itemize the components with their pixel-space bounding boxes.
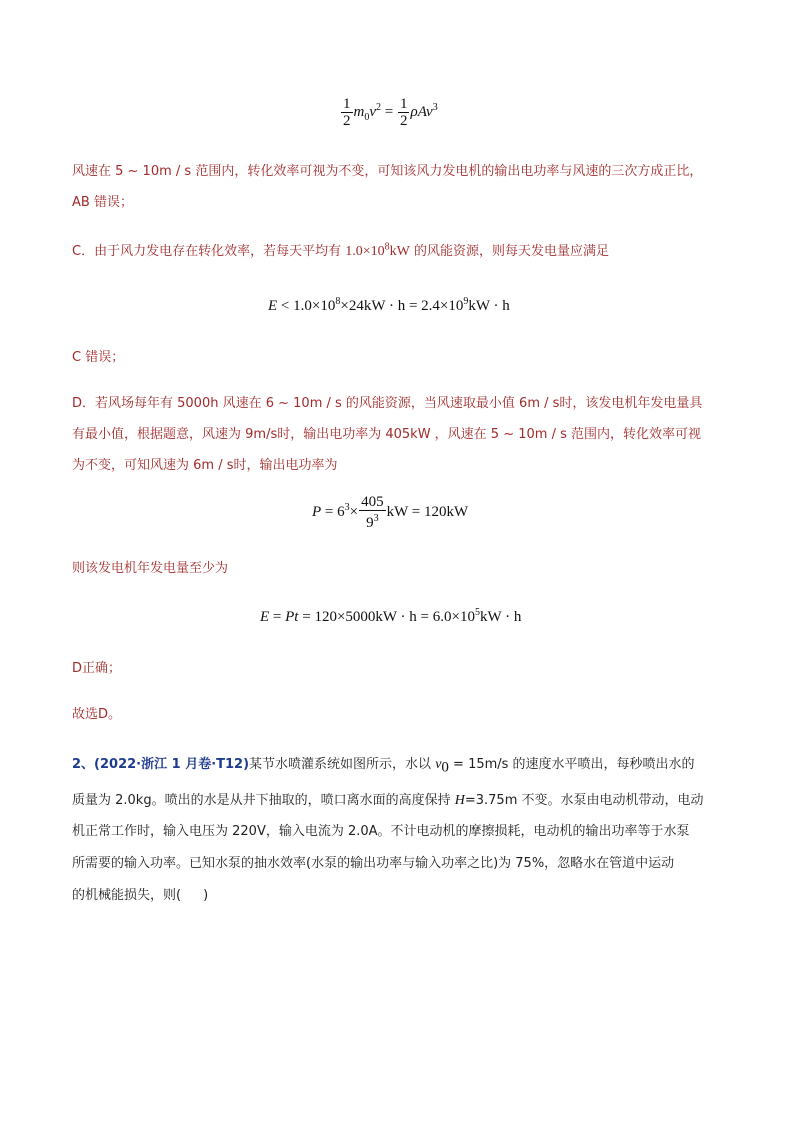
paraD-line2: 有最小值，根据题意，风速为 9m/s时，输出电功率为 405kW ，风速在 5 ~ 10m / s 范围内，转化效率可视 [72, 427, 701, 442]
eq2-b: ×24kW · h = 2.4×10 [340, 298, 464, 314]
exp-3: 3 [432, 101, 438, 113]
q2-line5-a: 的机械能损失，则( [72, 888, 182, 903]
var-rho: ρ [410, 103, 418, 120]
eq3-six-exp: 3 [344, 501, 350, 513]
var-A: A [417, 103, 427, 120]
frac-den-2: 2 [399, 113, 408, 129]
equals-sign: = [384, 103, 394, 120]
para1-line2: AB 错误； [72, 195, 133, 210]
q2-var-H: H [454, 793, 465, 808]
eq3-den: 9 [366, 515, 374, 531]
q2-line1-a: 某节水喷灌系统如图所示，水以 [249, 757, 436, 772]
eq3-times: × [349, 503, 359, 520]
eq4-unit: kW · h [479, 609, 522, 625]
eq3-den-exp: 3 [373, 513, 379, 524]
eq3-rest: kW = 120kW [386, 503, 469, 520]
eq2-a: 1.0×10 [293, 298, 336, 314]
d-correct: D正确； [72, 661, 122, 676]
sub-0: 0 [364, 111, 370, 123]
frac-num-2: 1 [399, 96, 408, 112]
q2-sub-0: 0 [441, 759, 449, 776]
eq2-unit: kW · h [468, 298, 510, 314]
q2-line1-b: = 15m/s 的速度水平喷出，每秒喷出水的 [448, 757, 695, 772]
q2-line2-a: 质量为 2.0kg。喷出的水是从井下抽取的，喷口离水面的高度保持 [72, 793, 455, 808]
q2-line4: 所需要的输入功率。已知水泵的抽水效率(水泵的输出功率与输入功率之比)为 75%，忽略水在管道中运动 [72, 856, 675, 871]
eq2-a-exp: 8 [335, 296, 341, 307]
paraC-val: 1.0×10 [345, 244, 385, 259]
eq4-exp: 5 [474, 607, 480, 618]
less-than: < [280, 298, 290, 314]
q2-line3: 机正常工作时，输入电压为 220V，输入电流为 2.0A。不计电动机的摩擦损耗，电动机的输出功率等于水泵 [72, 824, 690, 839]
eq4-mid: = 120×5000kW · h = 6.0×10 [298, 609, 475, 625]
energy-intro: 则该发电机年发电量至少为 [72, 561, 229, 576]
paraC-post: 的风能资源，则每天发电量应满足 [409, 244, 609, 259]
eq4-eq: = [272, 609, 286, 625]
var-v-2: v [426, 103, 433, 120]
eq3-frac-den [359, 511, 386, 531]
eq2-b-exp: 9 [463, 296, 469, 307]
answer: 故选D。 [72, 707, 122, 722]
var-m: m [353, 103, 365, 120]
exp-2: 2 [376, 101, 382, 113]
var-E: E [268, 298, 278, 314]
q2-var-v: v [435, 757, 442, 772]
paraC-value [345, 241, 410, 259]
paraD-line3: 为不变，可知风速为 6m / s时，输出电功率为 [72, 458, 338, 473]
frac-den: 2 [343, 113, 351, 129]
frac-num: 1 [343, 96, 351, 112]
paraC-unit: kW [389, 244, 410, 259]
eq4-E: E [260, 609, 270, 625]
paraC [72, 240, 609, 260]
paraD-line1: D．若风场每年有 5000h 风速在 6 ~ 10m / s 的风能资源，当风速取最小值 6m / s时，该发电机年发电量具 [72, 396, 703, 411]
equation-power [312, 494, 468, 531]
c-wrong: C 错误； [72, 350, 125, 365]
var-P: P [312, 503, 322, 520]
paraC-pre: C．由于风力发电存在转化效率，若每天平均有 [72, 244, 346, 259]
para1-line1: 风速在 5 ~ 10m / s 范围内，转化效率可视为不变，可知该风力发电机的输出电功率与风速的三次方成正比， [72, 164, 703, 179]
q2-source: (2022·浙江 1 月卷·T12) [94, 757, 250, 772]
equation-annual-energy [260, 607, 521, 626]
q2-line2 [72, 789, 704, 809]
q2-line5-b: ) [203, 888, 209, 903]
q2-line1 [72, 753, 695, 777]
paraC-exp: 8 [384, 241, 390, 253]
q2-number: 2、 [72, 757, 95, 772]
var-v: v [369, 103, 377, 120]
eq3-six: = 6 [324, 503, 345, 520]
eq4-Pt: Pt [285, 609, 299, 625]
q2-line5 [72, 884, 208, 903]
q2-line2-b: =3.75m 不变。水泵由电动机带动，电动 [464, 793, 704, 808]
eq3-frac-num: 405 [361, 494, 384, 510]
equation-kinetic-energy [340, 96, 438, 129]
equation-daily-energy [268, 296, 510, 315]
